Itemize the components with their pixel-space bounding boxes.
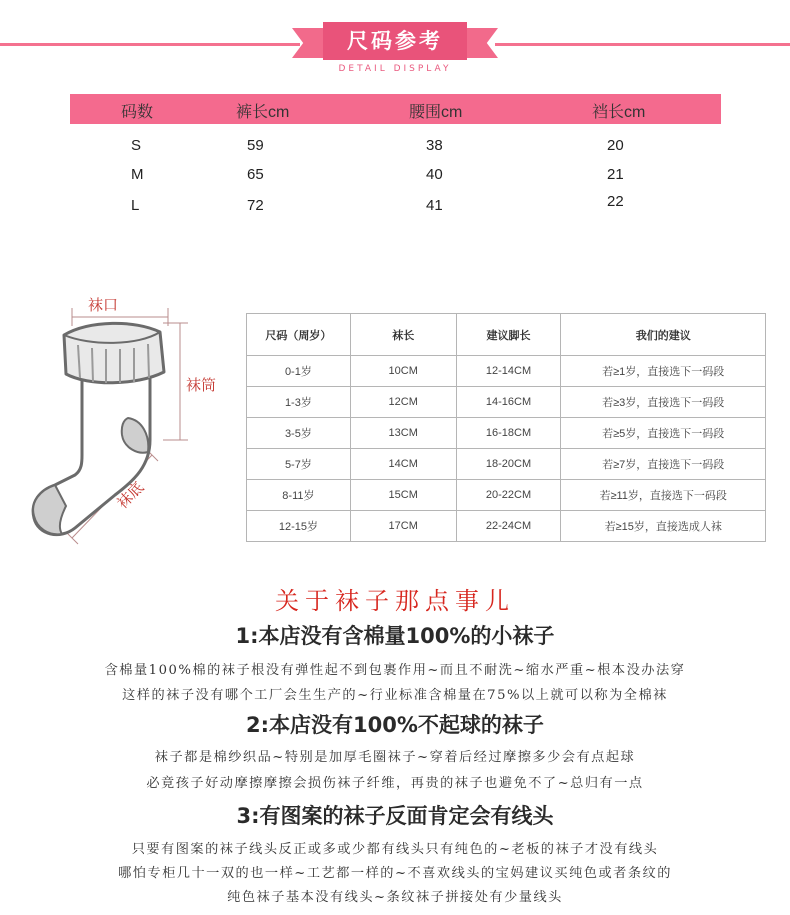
sock-label-tube: 袜筒 <box>186 376 217 394</box>
sock-size-table <box>246 313 766 542</box>
notes-heading-2: 2:本店没有100%不起球的袜子 <box>246 713 544 737</box>
sock-illustration <box>20 290 235 560</box>
size-table-cell: S <box>131 137 142 154</box>
notes-line: 哪怕专柜几十一双的也一样~工艺都一样的~不喜欢线头的宝妈建议买纯色或者条纹的 <box>118 866 672 881</box>
table-row <box>247 449 766 480</box>
size-table-cell: 41 <box>426 197 443 214</box>
table-cell: 18-20CM <box>456 449 561 480</box>
notes-line: 必竟孩子好动摩擦摩擦会损伤袜子纤维，再贵的袜子也避免不了~总归有一点 <box>146 776 644 791</box>
size-table-header: 码数 <box>121 104 154 121</box>
table-cell: 若≥15岁，直接选成人袜 <box>561 511 766 542</box>
table-row <box>247 356 766 387</box>
banner-subtitle: DETAIL DISPLAY <box>338 64 452 74</box>
table-header-cell: 我们的建议 <box>561 314 766 356</box>
size-table-cell: 40 <box>426 166 443 183</box>
table-cell: 若≥5岁，直接选下一码段 <box>561 418 766 449</box>
size-table-cell: 59 <box>247 137 264 154</box>
notes-heading-1: 1:本店没有含棉量100%的小袜子 <box>235 624 555 648</box>
notes-line: 只要有图案的袜子线头反正或多或少都有线头只有纯色的~老板的袜子才没有线头 <box>131 842 659 857</box>
table-row <box>247 511 766 542</box>
table-cell: 15CM <box>350 480 456 511</box>
banner-line-right <box>495 43 790 46</box>
table-cell: 17CM <box>350 511 456 542</box>
notes-line: 纯色袜子基本没有线头~条纹袜子拼接处有少量线头 <box>227 890 563 905</box>
notes-line: 这样的袜子没有哪个工厂会生生产的~行业标准含棉量在75%以上就可以称为全棉袜 <box>122 688 668 703</box>
size-table-header: 裤长cm <box>236 104 290 121</box>
table-cell: 13CM <box>350 418 456 449</box>
size-table-cell: 72 <box>247 197 264 214</box>
size-table-cell: 65 <box>247 166 264 183</box>
table-cell: 若≥7岁，直接选下一码段 <box>561 449 766 480</box>
table-cell: 1-3岁 <box>247 387 351 418</box>
table-cell: 8-11岁 <box>247 480 351 511</box>
banner-title: 尺码参考 <box>323 22 467 60</box>
table-header-cell: 建议脚长 <box>456 314 561 356</box>
size-table-cell: L <box>131 197 140 214</box>
table-cell: 3-5岁 <box>247 418 351 449</box>
size-table-header: 裆长cm <box>592 104 646 121</box>
table-cell: 若≥1岁，直接选下一码段 <box>561 356 766 387</box>
table-cell: 5-7岁 <box>247 449 351 480</box>
size-table-cell: 22 <box>607 193 624 210</box>
notes-line: 袜子都是棉纱织品~特别是加厚毛圈袜子~穿着后经过摩擦多少会有点起球 <box>154 750 636 765</box>
table-header-cell: 袜长 <box>350 314 456 356</box>
size-table-cell: 20 <box>607 137 624 154</box>
notes-line: 含棉量100%棉的袜子根没有弹性起不到包裹作用~而且不耐洗~缩水严重~根本没办法穿 <box>104 663 686 678</box>
table-row <box>247 387 766 418</box>
sock-diagram <box>20 290 235 560</box>
sock-label-cuff: 袜口 <box>88 296 119 314</box>
table-cell: 若≥11岁，直接选下一码段 <box>561 480 766 511</box>
size-table-cell: 21 <box>607 166 624 183</box>
size-table-cell: 38 <box>426 137 443 154</box>
table-cell: 14CM <box>350 449 456 480</box>
table-header-row <box>247 314 766 356</box>
table-header-cell: 尺码（周岁） <box>247 314 351 356</box>
table-cell: 20-22CM <box>456 480 561 511</box>
table-cell: 16-18CM <box>456 418 561 449</box>
table-cell: 0-1岁 <box>247 356 351 387</box>
notes-heading-3: 3:有图案的袜子反面肯定会有线头 <box>236 804 554 828</box>
table-cell: 10CM <box>350 356 456 387</box>
table-cell: 14-16CM <box>456 387 561 418</box>
size-table-cell: M <box>131 166 144 183</box>
table-cell: 22-24CM <box>456 511 561 542</box>
table-cell: 12-14CM <box>456 356 561 387</box>
table-cell: 若≥3岁，直接选下一码段 <box>561 387 766 418</box>
table-cell: 12CM <box>350 387 456 418</box>
sock-label-sole: 袜底 <box>113 478 148 513</box>
notes-title: 关于袜子那点事儿 <box>275 587 515 615</box>
table-cell: 12-15岁 <box>247 511 351 542</box>
table-row <box>247 480 766 511</box>
size-table-header: 腰围cm <box>409 104 463 121</box>
banner-line-left <box>0 43 300 46</box>
table-row <box>247 418 766 449</box>
